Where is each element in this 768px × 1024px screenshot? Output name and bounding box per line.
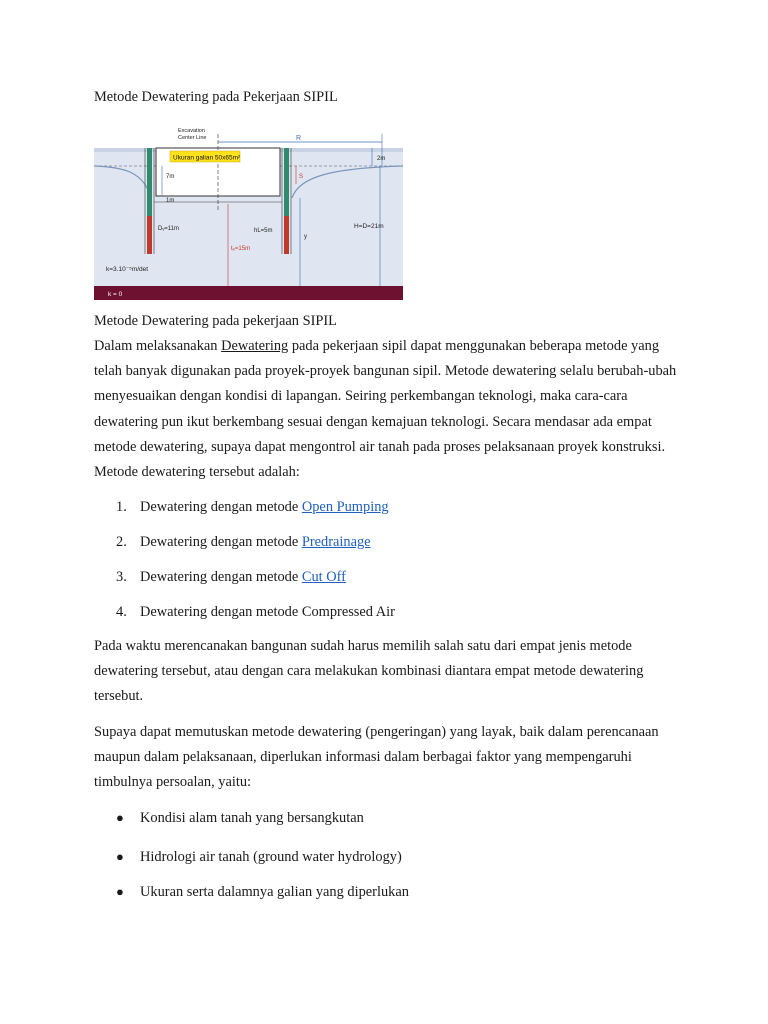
svg-text:S: S <box>299 174 304 180</box>
page-title: Metode Dewatering pada Pekerjaan SIPIL <box>94 89 338 105</box>
open-pumping-link[interactable]: Open Pumping <box>301 499 389 515</box>
well-right-screen <box>284 216 289 254</box>
svg-text:R: R <box>296 135 302 142</box>
planning-paragraph: Pada waktu merencanakan bangunan sudah harus memilih salah satu dari empat jenis metode dewatering tersebut, atau dengan cara melakukan kombinasi diantara empat metode dewatering tersebut. <box>94 638 644 705</box>
list-item: 1. Dewatering dengan metode Open Pumping <box>116 499 389 515</box>
svg-text:H=D=21m: H=D=21m <box>354 223 384 230</box>
list-item: ● Kondisi alam tanah yang bersangkutan <box>116 810 364 826</box>
predrainage-link[interactable]: Predrainage <box>301 534 371 550</box>
list-item: ● Hidrologi air tanah (ground water hydrology) <box>116 849 402 865</box>
compressed-air-text: Compressed Air <box>301 604 395 620</box>
bullet-icon: ● <box>116 884 124 899</box>
bullet-icon: ● <box>116 810 124 825</box>
well-left-screen <box>147 216 152 254</box>
list-item: ● Ukuran serta dalamnya galian yang diperlukan <box>116 884 409 900</box>
bullet-icon: ● <box>116 849 124 864</box>
galian-label: Ukuran galian 50x65m² <box>173 154 241 162</box>
factors-paragraph: Supaya dapat memutuskan metode dewatering (pengeringan) yang layak, baik dalam perencanaan maupun dalam pelaksanaan, diperlukan informasi dalam berbagai faktor yang mempengaruhi timbulnya persoalan, yaitu: <box>94 724 659 791</box>
svg-text:Dᵥ=11m: Dᵥ=11m <box>158 226 179 232</box>
svg-text:hL=5m: hL=5m <box>254 228 273 234</box>
dewatering-diagram <box>94 120 403 300</box>
excavation-label: Excavation <box>178 128 205 134</box>
dewatering-underlined: Dewatering <box>221 338 289 354</box>
k-zero-label: k = 0 <box>108 291 123 298</box>
k-value-label: k=3.10⁻⁵m/det <box>106 266 149 273</box>
methods-list <box>94 497 694 637</box>
impermeable-layer <box>94 286 403 300</box>
intro-paragraph: Dalam melaksanakan Dewatering pada pekerjaan sipil dapat menggunakan beberapa metode yang telah banyak digunakan pada proyek-proyek bangunan sipil. Metode dewatering selalu berubah-ubah menyesuaikan dengan kondisi di lapangan. Seiring perkembangan teknologi, maka cara-cara dewatering pun ikut berkembang sesuai dengan kemajuan teknologi. Secara mendasar ada empat metode dewatering, supaya dapat mengontrol air tanah pada proses pelaksanaan proyek konstruksi. Metode dewatering tersebut adalah: <box>94 338 677 481</box>
svg-text:7m: 7m <box>166 174 175 180</box>
list-item: 4. Dewatering dengan metode Compressed Air <box>116 604 395 620</box>
svg-text:1m: 1m <box>166 198 175 204</box>
svg-text:Center Line: Center Line <box>178 135 207 141</box>
figure-caption: Metode Dewatering pada pekerjaan SIPIL <box>94 313 337 329</box>
svg-text:tₑ=15m: tₑ=15m <box>231 246 251 252</box>
list-item: 2. Dewatering dengan metode Predrainage <box>116 534 371 550</box>
svg-text:2m: 2m <box>377 156 386 162</box>
list-item: 3. Dewatering dengan metode Cut Off <box>116 569 346 585</box>
svg-text:y: y <box>304 234 307 240</box>
factors-list <box>94 808 694 917</box>
cut-off-link[interactable]: Cut Off <box>301 569 346 585</box>
